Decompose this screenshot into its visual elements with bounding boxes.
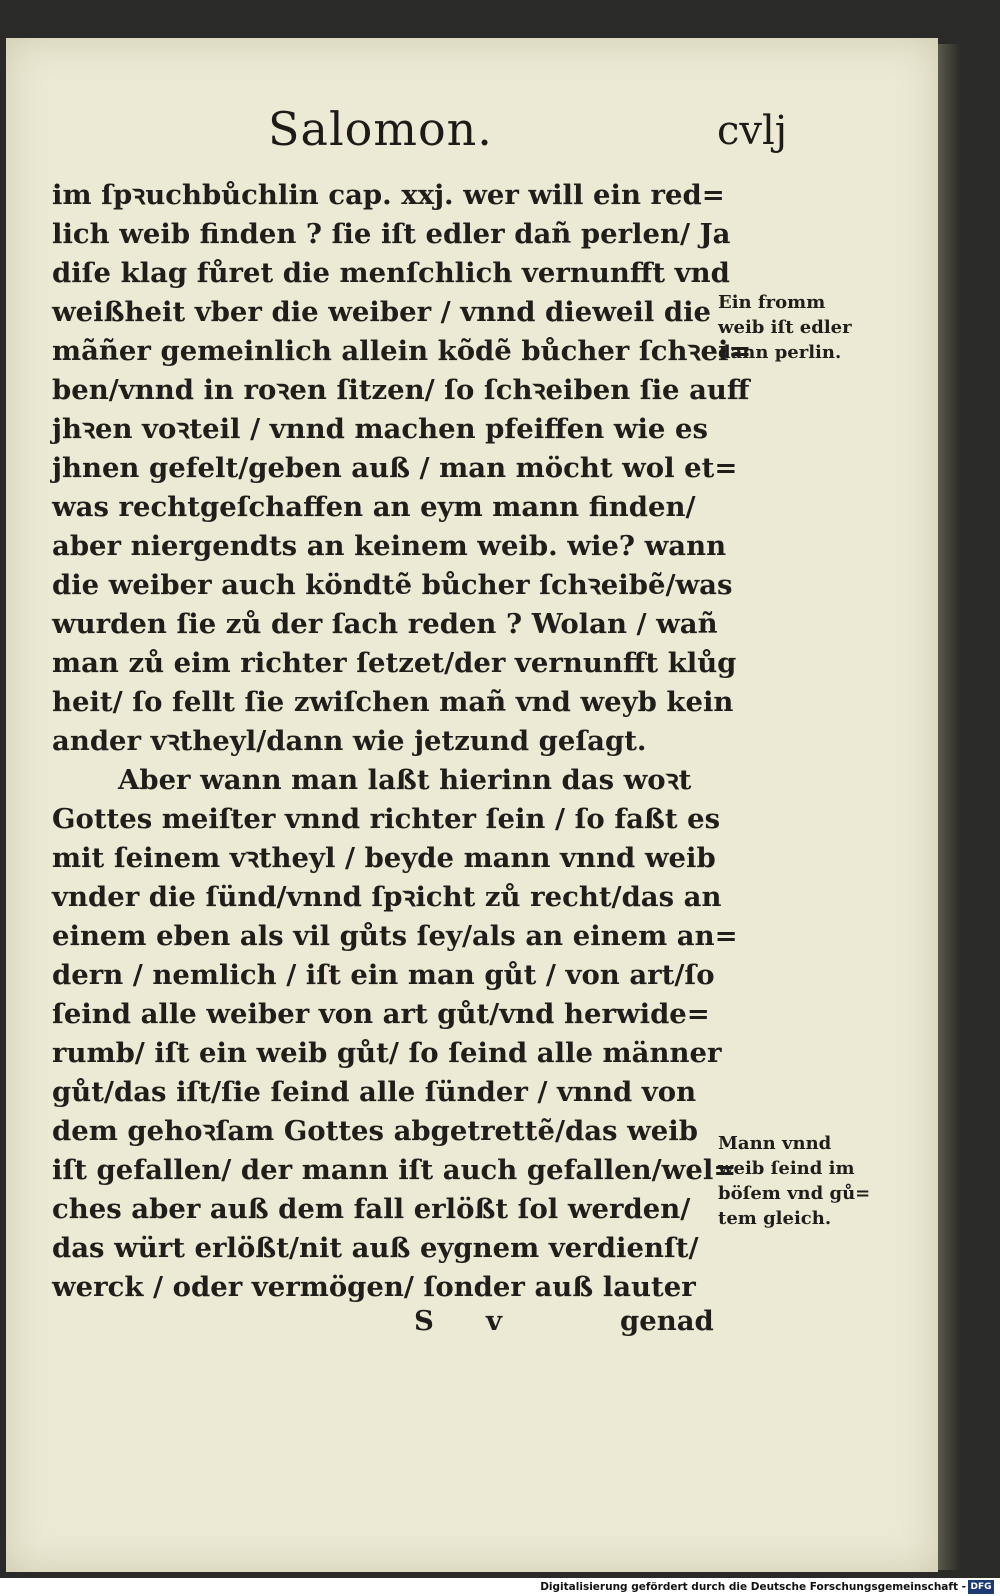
text-line: dem gehoꝛſam Gottes abgetrettẽ/das weib (52, 1115, 698, 1147)
marginal-note-line: Mann vnnd (718, 1133, 832, 1154)
text-line: was rechtgeſchaffen an eym mann finden/ (52, 491, 696, 523)
text-line: heit/ ſo fellt ſie zwiſchen mañ vnd weyb kein (52, 686, 734, 718)
text-line: ben/vnnd in roꝛen ſitzen/ ſo ſchꝛeiben ſie auff (52, 374, 750, 406)
signature-letter: S (414, 1305, 434, 1337)
text-line: jhnen gefelt/geben auß / man möcht wol et= (52, 452, 738, 484)
text-line: die weiber auch köndtẽ bůcher ſchꝛeibẽ/was (52, 569, 733, 601)
folio-number: cvlj (717, 108, 788, 154)
running-title: Salomon. (268, 102, 493, 156)
marginal-note (718, 290, 898, 365)
text-line: im ſpꝛuchbůchlin cap. xxj. wer will ein red= (52, 179, 725, 211)
main-text-block (52, 176, 752, 1307)
catchword: genad (620, 1305, 714, 1337)
text-line: vnder die ſünd/vnnd ſpꝛicht zů recht/das an (52, 881, 722, 913)
text-line: mãñer gemeinlich allein kõdẽ bůcher ſchꝛei= (52, 335, 752, 367)
marginal-note (718, 1131, 898, 1231)
page-edge (938, 44, 960, 1570)
text-line: rumb/ iſt ein weib gůt/ ſo ſeind alle männer (52, 1037, 722, 1069)
marginal-note-line: weib iſt edler (718, 317, 852, 338)
marginal-note-line: Ein fromm (718, 292, 826, 313)
text-line: weißheit vber die weiber / vnnd dieweil die (52, 296, 712, 328)
dfg-logo: DFG (968, 1580, 994, 1594)
text-line: ander vꝛtheyl/dann wie jetzund geſagt. (52, 725, 647, 757)
signature-mark: v (486, 1305, 502, 1337)
text-line: jhꝛen voꝛteil / vnnd machen pfeiffen wie es (52, 413, 708, 445)
text-line: lich weib finden ? ſie iſt edler dañ perlen/ Ja (52, 218, 731, 250)
marginal-note-line: böſem vnd gů= (718, 1183, 871, 1204)
text-line: werck / oder vermögen/ ſonder auß lauter (52, 1271, 696, 1303)
marginal-note-line: tem gleich. (718, 1208, 832, 1229)
text-line: ſeind alle weiber von art gůt/vnd herwide= (52, 998, 710, 1030)
paragraph-start-line: Aber wann man laßt hierinn das woꝛt (118, 764, 692, 796)
funding-credit: Digitalisierung gefördert durch die Deutsche Forschungsgemeinschaft - (540, 1581, 966, 1593)
text-line: man zů eim richter ſetzet/der vernunfft klůg (52, 647, 737, 679)
text-line: mit ſeinem vꝛtheyl / beyde mann vnnd weib (52, 842, 716, 874)
text-line: Gottes meiſter vnnd richter ſein / ſo faßt es (52, 803, 721, 835)
text-line: aber niergendts an keinem weib. wie? wann (52, 530, 727, 562)
text-line: einem eben als vil gůts ſey/als an einem an= (52, 920, 738, 952)
text-line: das würt erlößt/nit auß eygnem verdienſt/ (52, 1232, 699, 1264)
marginal-note-line: dann perlin. (718, 342, 842, 363)
marginal-note-line: weib ſeind im (718, 1158, 855, 1179)
text-line: iſt gefallen/ der mann iſt auch gefallen/wel= (52, 1154, 737, 1186)
text-line: dern / nemlich / iſt ein man gůt / von art/ſo (52, 959, 715, 991)
text-line: ches aber auß dem fall erlößt ſol werden/ (52, 1193, 691, 1225)
text-line: diſe klag fůret die menſchlich vernunfft vnd (52, 257, 730, 289)
text-line: gůt/das iſt/ſie ſeind alle ſünder / vnnd von (52, 1076, 697, 1108)
text-line: wurden ſie zů der ſach reden ? Wolan / wañ (52, 608, 718, 640)
